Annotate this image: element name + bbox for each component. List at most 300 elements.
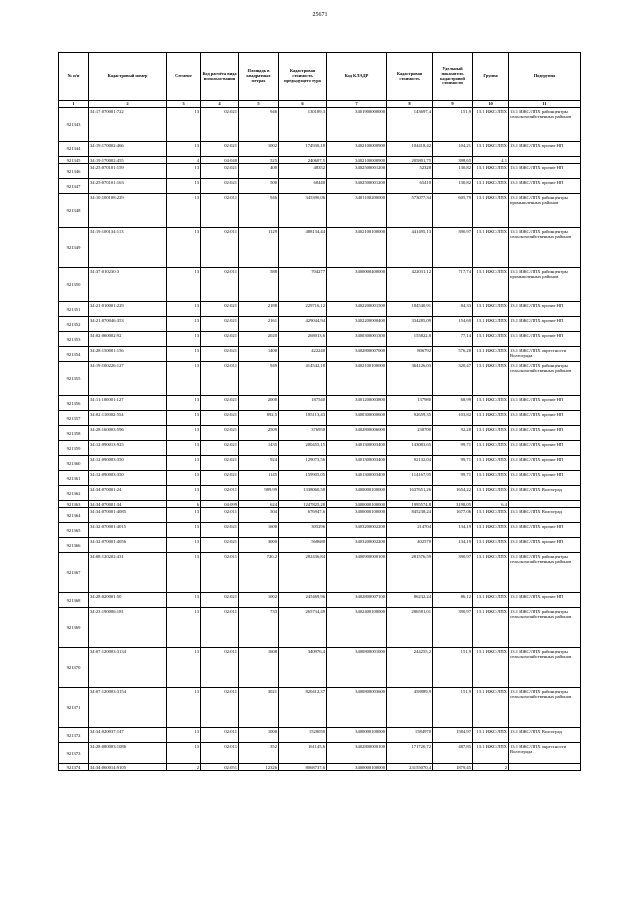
subgroup-cell: 13.1 ИЖС/ЛПХ Волгоград [509,486,581,501]
kladr-code-cell: 3402800006000 [327,426,387,441]
segment-cell: 13 [167,608,201,648]
specific-indicator-cell: 320,47 [433,362,473,396]
area-cell: 1400 [239,347,279,362]
subgroup-cell: 13.1 ИЖС/ЛПХ прочие НП [509,456,581,471]
table-row [59,553,581,593]
table-row [59,228,581,268]
specific-indicator-cell: 99,71 [433,471,473,486]
previous-cost-cell: 159905,05 [279,471,327,486]
cadastral-cost-cell: 1584970 [387,728,433,743]
usage-code-cell: 02:011 [201,553,239,593]
kladr-code-cell: 3402100000900 [327,157,387,164]
area-cell: 1145 [239,471,279,486]
area-cell: 1600 [239,523,279,538]
row-number-cell: 921357 [59,411,89,426]
cadastral-cost-cell: 155822,8 [387,332,433,347]
specific-indicator-cell: 130,82 [433,179,473,194]
kladr-code-cell: 3402100100000 [327,228,387,268]
header-cell: Сегмент [167,53,201,101]
cadastral-number-cell: 34:12:090003:350 [89,456,167,471]
previous-cost-cell: 305296 [279,523,327,538]
row-number-cell: 921356 [59,396,89,411]
kladr-code-cell: 3400000100000 [327,508,387,523]
cadastral-number-cell: 34:21:010001:229 [89,302,167,317]
cadastral-cost-cell: 171720,72 [387,743,433,764]
cadastral-cost-cell: 281576,59 [387,553,433,593]
usage-code-cell: 02:021 [201,317,239,332]
specific-indicator-cell: 77,14 [433,332,473,347]
area-cell: 1002 [239,593,279,608]
group-cell: 13.1 ИЖС/ЛПХ [473,486,509,501]
kladr-code-cell: 3400000100000 [327,764,387,771]
segment-cell: 13 [167,142,201,157]
usage-code-cell: 02:021 [201,593,239,608]
subgroup-cell: 13.1 ИЖС/ЛПХ районцентры сельскохозяйственных районов [509,608,581,648]
segment-cell: 13 [167,523,201,538]
cadastral-number-cell: 34:19:100226:127 [89,362,167,396]
segment-cell: 13 [167,108,201,142]
previous-cost-cell: 488134,44 [279,228,327,268]
table-row [59,593,581,608]
table-row [59,164,581,179]
column-number: 7 [327,101,387,108]
header-cell: Кадастровая стоимость [387,53,433,101]
header-cell: Код расчёта вида использо-вания [201,53,239,101]
subgroup-cell: 13.1 ИЖС/ЛПХ прочие НП [509,302,581,317]
usage-code-cell: 02:021 [201,396,239,411]
group-cell: 13.1 ИЖС/ЛПХ [473,164,509,179]
usage-code-cell: 04:099 [201,501,239,508]
table-row [59,396,581,411]
cadastral-number-cell: 34:19:100134:113 [89,228,167,268]
area-cell: 525 [239,157,279,164]
table-row [59,523,581,538]
group-cell: 13.1 ИЖС/ЛПХ [473,396,509,411]
page-number: 25671 [312,12,328,18]
usage-code-cell: 02:011 [201,728,239,743]
kladr-code-cell: 3400300000600 [327,411,387,426]
cadastral-cost-cell: 137980 [387,396,433,411]
specific-indicator-cell: 103,82 [433,411,473,426]
specific-indicator-cell: 151,9 [433,648,473,688]
cadastral-number-cell: 34:37:010230:3 [89,268,167,302]
table-row [59,508,581,523]
group-cell: 13.1 ИЖС/ЛПХ [473,332,509,347]
specific-indicator-cell: 134,19 [433,538,473,553]
row-number-cell: 921373 [59,743,89,764]
table-row [59,179,581,194]
cadastral-number-cell: 34:28:160003:596 [89,426,167,441]
area-cell: 3021 [239,688,279,728]
area-cell: 2509 [239,426,279,441]
kladr-code-cell: 3401900000000 [327,108,387,142]
subgroup-cell: 13.1 ИЖС/ЛПХ прочие НП [509,523,581,538]
header-row [59,53,581,101]
group-cell: 13.1 ИЖС/ЛПХ [473,108,509,142]
area-cell: 1435 [239,441,279,456]
table-row [59,317,581,332]
row-number-cell: 921348 [59,194,89,228]
usage-code-cell: 02:011 [201,508,239,523]
group-cell: 13.1 ИЖС/ЛПХ [473,362,509,396]
previous-cost-cell: 1520050 [279,728,327,743]
specific-indicator-cell: 99,71 [433,441,473,456]
row-number-cell: 921363 [59,501,89,508]
cadastral-cost-cell: 441495,13 [387,228,433,268]
row-number-cell: 921370 [59,648,89,688]
cadastral-number-cell: 34:19:170002:455 [89,157,167,164]
subgroup-cell: 13.1 ИЖС/ЛПХ прочие НП [509,593,581,608]
subgroup-cell: 13.1 ИЖС/ЛПХ районцентры сельскохозяйственных районов [509,362,581,396]
kladr-code-cell: 3401100200000 [327,194,387,228]
cadastral-number-cell: 34:28:150001:156 [89,347,167,362]
cadastral-cost-cell: 143697,4 [387,108,433,142]
previous-cost-cell: 568680 [279,538,327,553]
kladr-code-cell: 3400000100000 [327,728,387,743]
table-row [59,688,581,728]
row-number-cell: 921368 [59,593,89,608]
kladr-code-cell: 3402800007000 [327,347,387,362]
segment-cell: 13 [167,648,201,688]
table-row [59,302,581,317]
specific-indicator-cell: 3198,05 [433,501,473,508]
group-cell: 13.1 ИЖС/ЛПХ [473,471,509,486]
group-cell: 13.1 ИЖС/ЛПХ [473,608,509,648]
cadastral-number-cell: 34:21:070046:353 [89,317,167,332]
group-cell: 13.1 ИЖС/ЛПХ [473,456,509,471]
usage-code-cell: 02:021 [201,179,239,194]
cadastral-number-cell: 34:17:070001:722 [89,108,167,142]
cadastral-number-cell: 34:25:070101:163 [89,179,167,194]
usage-code-cell: 02:011 [201,228,239,268]
area-cell: 624 [239,501,279,508]
area-cell: 400 [239,164,279,179]
cadastral-cost-cell: 806792 [387,347,433,362]
table-row [59,157,581,164]
cadastral-cost-cell: 422031,12 [387,268,433,302]
usage-code-cell: 04:040 [201,157,239,164]
specific-indicator-cell: 1677,06 [433,508,473,523]
header-cell: № п/п [59,53,89,101]
row-number-cell: 921355 [59,362,89,396]
specific-indicator-cell: 390,97 [433,553,473,593]
specific-indicator-cell: 134,19 [433,523,473,538]
cadastral-number-cell: 34:34:070001:24 [89,486,167,501]
cadastral-cost-cell: 334285,09 [387,317,433,332]
segment-cell: 13 [167,396,201,411]
previous-cost-cell: 340976,4 [279,648,327,688]
group-cell: 13.1 ИЖС/ЛПХ [473,179,509,194]
row-number-cell: 921353 [59,332,89,347]
usage-code-cell: 02:011 [201,688,239,728]
kladr-code-cell: 3402500001200 [327,179,387,194]
segment-cell: 13 [167,426,201,441]
row-number-cell: 921362 [59,486,89,501]
header-cell: Кадастровая стоимость предыдущего тура [279,53,327,101]
table-row [59,268,581,302]
cadastral-number-cell: 34:34:070001:34 [89,501,167,508]
row-number-cell: 921358 [59,426,89,441]
group-cell: 13.1 ИЖС/ЛПХ [473,538,509,553]
area-cell: 3000 [239,538,279,553]
row-number-cell: 921361 [59,471,89,486]
usage-code-cell: 02:011 [201,743,239,764]
specific-indicator-cell: 605,79 [433,194,473,228]
subgroup-cell [509,764,581,771]
cadastral-number-cell: 34:11:100001:127 [89,396,167,411]
table-row [59,332,581,347]
kladr-code-cell: 3400000100000 [327,501,387,508]
group-cell: 13.1 ИЖС/ЛПХ [473,194,509,228]
kladr-code-cell: 3401300003400 [327,471,387,486]
row-number-cell: 921344 [59,142,89,157]
previous-cost-cell: 130189,3 [279,108,327,142]
specific-indicator-cell: 68,99 [433,396,473,411]
group-cell: 13.1 ИЖС/ЛПХ [473,411,509,426]
group-cell: 13.1 ИЖС/ЛПХ [473,648,509,688]
kladr-code-cell: 3402100100000 [327,362,387,396]
specific-indicator-cell: 1879,45 [433,764,473,771]
cadastral-number-cell: 34:28:080003:1086 [89,743,167,764]
header-cell: Подгруппа [509,53,581,101]
segment-cell: 13 [167,538,201,553]
table-row [59,608,581,648]
row-number-cell: 921346 [59,164,89,179]
header-cell: Площадь в квадратных метрах [239,53,279,101]
segment-cell: 13 [167,688,201,728]
group-cell: 13.1 ИЖС/ЛПХ [473,553,509,593]
segment-cell: 6 [167,501,201,508]
cadastral-cost-cell: 143083,65 [387,441,433,456]
row-number-cell: 921350 [59,268,89,302]
previous-cost-cell: 265734,49 [279,608,327,648]
kladr-code-cell: 3400000400000 [327,268,387,302]
usage-code-cell: 02:011 [201,486,239,501]
segment-cell: 2 [167,764,201,771]
previous-cost-cell: 676947,6 [279,508,327,523]
kladr-code-cell: 3402500001200 [327,164,387,179]
group-cell: 13.1 ИЖС/ЛПХ [473,688,509,728]
subgroup-cell: 13.1 ИЖС/ЛПХ районцентры промышленных районов [509,194,581,228]
subgroup-cell: 13.1 ИЖС/ЛПХ районцентры сельскохозяйственных районов [509,228,581,268]
cadastral-cost-cell: 230700 [387,426,433,441]
subgroup-cell: 13.1 ИЖС/ЛПХ прочие НП [509,164,581,179]
usage-code-cell: 02:021 [201,332,239,347]
cadastral-cost-cell: 104418,42 [387,142,433,157]
table-row [59,456,581,471]
specific-indicator-cell: 151,9 [433,688,473,728]
table-row [59,142,581,157]
previous-cost-cell: 820412,37 [279,688,327,728]
cadastral-cost-cell: 92132,04 [387,456,433,471]
table-row [59,426,581,441]
table-row [59,538,581,553]
previous-cost-cell: 414542,18 [279,362,327,396]
previous-cost-cell: 200455,15 [279,441,327,456]
area-cell: 1129 [239,228,279,268]
previous-cost-cell: 174930,18 [279,142,327,157]
cadastral-cost-cell: 65410 [387,179,433,194]
kladr-code-cell: 3402100000900 [327,142,387,157]
cadastral-number-cell: 34:34:020037:147 [89,728,167,743]
header-cell: Кадастровый номер [89,53,167,101]
area-cell: 1000 [239,728,279,743]
usage-code-cell: 02:021 [201,441,239,456]
specific-indicator-cell: 92,28 [433,426,473,441]
specific-indicator-cell: 130,82 [433,164,473,179]
cadastral-cost-cell: 92659,35 [387,411,433,426]
area-cell: 733 [239,608,279,648]
cadastral-cost-cell: 184540,91 [387,302,433,317]
column-number: 1 [59,101,89,108]
table-row [59,728,581,743]
cadastral-number-cell: 34:07:120003:3134 [89,648,167,688]
segment-cell: 13 [167,179,201,194]
subgroup-cell: 13.1 ИЖС/ЛПХ прочие НП [509,426,581,441]
row-number-cell: 921359 [59,441,89,456]
table-row [59,471,581,486]
row-number-cell: 921349 [59,228,89,268]
area-cell: 504 [239,508,279,523]
previous-cost-cell: 1338060,58 [279,486,327,501]
segment-cell: 13 [167,456,201,471]
area-cell: 1002 [239,142,279,157]
subgroup-cell [509,501,581,508]
segment-cell: 13 [167,743,201,764]
kladr-code-cell: 3402200001500 [327,302,387,317]
segment-cell: 13 [167,164,201,179]
cadastral-number-cell: 34:02:060002:92 [89,332,167,347]
usage-code-cell: 02:021 [201,142,239,157]
cadastral-cost-cell: 458889,9 [387,688,433,728]
row-number-cell: 921372 [59,728,89,743]
segment-cell: 13 [167,317,201,332]
segment-cell: 13 [167,228,201,268]
column-number: 10 [473,101,509,108]
previous-cost-cell: 187540 [279,396,327,411]
area-cell: 924 [239,456,279,471]
previous-cost-cell: 185113,43 [279,411,327,426]
row-number-cell: 921345 [59,157,89,164]
specific-indicator-cell: 104,21 [433,142,473,157]
kladr-code-cell: 3400900000100 [327,553,387,593]
previous-cost-cell: 8068737,6 [279,764,327,771]
area-cell: 946 [239,108,279,142]
row-number-cell: 921371 [59,688,89,728]
table-row [59,108,581,142]
segment-cell: 13 [167,593,201,608]
table-row [59,194,581,228]
previous-cost-cell: 422240 [279,347,327,362]
cadastral-number-cell: 34:10:100108:229 [89,194,167,228]
cadastral-number-cell: 34:32:070001:4056 [89,538,167,553]
kladr-code-cell: 3400000100000 [327,486,387,501]
previous-cost-cell: 345390,06 [279,194,327,228]
row-number-cell: 921367 [59,553,89,593]
column-number: 2 [89,101,167,108]
table-row [59,501,581,508]
cadastral-number-cell: 34:12:090003:350 [89,471,167,486]
area-cell: 352 [239,743,279,764]
column-number: 9 [433,101,473,108]
specific-indicator-cell: 99,71 [433,456,473,471]
area-cell: 2020 [239,332,279,347]
cadastral-number-cell: 34:34:070001:4085 [89,508,167,523]
usage-code-cell: 02:021 [201,411,239,426]
group-cell: 13.1 ИЖС/ЛПХ [473,228,509,268]
group-cell: 13.1 ИЖС/ЛПХ [473,593,509,608]
table-row [59,441,581,456]
group-cell: 13.1 ИЖС/ЛПХ [473,728,509,743]
kladr-code-cell: 3402800000100 [327,743,387,764]
column-number: 8 [387,101,433,108]
column-number: 4 [201,101,239,108]
usage-code-cell: 02:021 [201,347,239,362]
area-cell: 989,99 [239,486,279,501]
subgroup-cell: 13.1 ИЖС/ЛПХ районцентры сельскохозяйственных районов [509,108,581,142]
previous-cost-cell: 704277 [279,268,327,302]
kladr-code-cell: 3401200003800 [327,396,387,411]
cadastral-number-cell: 34:07:120003:3154 [89,688,167,728]
cadastral-number-cell: 34:28:020001:50 [89,593,167,608]
cadastral-cost-cell: 286581,01 [387,608,433,648]
group-cell: 13.1 ИЖС/ЛПХ [473,317,509,332]
specific-indicator-cell: 154,69 [433,317,473,332]
usage-code-cell: 02:021 [201,538,239,553]
specific-indicator-cell: 1654,22 [433,486,473,501]
cadastral-cost-cell: 205801,75 [387,157,433,164]
group-cell: 4.1 [473,157,509,164]
group-cell: 6.4 [473,501,509,508]
table-row [59,347,581,362]
cadastral-cost-cell: 402570 [387,538,433,553]
cadastral-number-cell: 34:19:170002:466 [89,142,167,157]
usage-code-cell: 02:021 [201,108,239,142]
header-cell: Удельный показатель кадастровой стоимости [433,53,473,101]
usage-code-cell: 02:011 [201,194,239,228]
segment-cell: 13 [167,728,201,743]
subgroup-cell: 13.1 ИЖС/ЛПХ прочие НП [509,317,581,332]
cadastral-cost-cell: 52328 [387,164,433,179]
previous-cost-cell: 268013,6 [279,332,327,347]
subgroup-cell: 13.1 ИЖС/ЛПХ Волгоград [509,508,581,523]
cadastral-cost-cell: 1637651,26 [387,486,433,501]
column-number: 6 [279,101,327,108]
row-number-cell: 921366 [59,538,89,553]
subgroup-cell: 13.1 ИЖС/ЛПХ прочие НП [509,179,581,194]
cadastral-cost-cell: 214704 [387,523,433,538]
area-cell: 1608 [239,648,279,688]
specific-indicator-cell: 576,28 [433,347,473,362]
cadastral-number-cell: 34:08:120202:431 [89,553,167,593]
kladr-code-cell: 3403200002200 [327,523,387,538]
row-number-cell: 921374 [59,764,89,771]
subgroup-cell: 13.1 ИЖС/ЛПХ районцентры промышленных районов [509,268,581,302]
kladr-code-cell: 3401300003400 [327,441,387,456]
segment-cell: 13 [167,441,201,456]
row-number-cell: 921347 [59,179,89,194]
previous-cost-cell: 60440 [279,179,327,194]
subgroup-cell: 13.1 ИЖС/ЛПХ Волгоград [509,728,581,743]
kladr-code-cell: 3402800007100 [327,593,387,608]
previous-cost-cell: 376950 [279,426,327,441]
area-cell: 588 [239,268,279,302]
group-cell: 2 [473,764,509,771]
segment-cell: 13 [167,553,201,593]
cadastral-cost-cell: 1995574,8 [387,501,433,508]
previous-cost-cell: 1247825,28 [279,501,327,508]
table-row [59,764,581,771]
